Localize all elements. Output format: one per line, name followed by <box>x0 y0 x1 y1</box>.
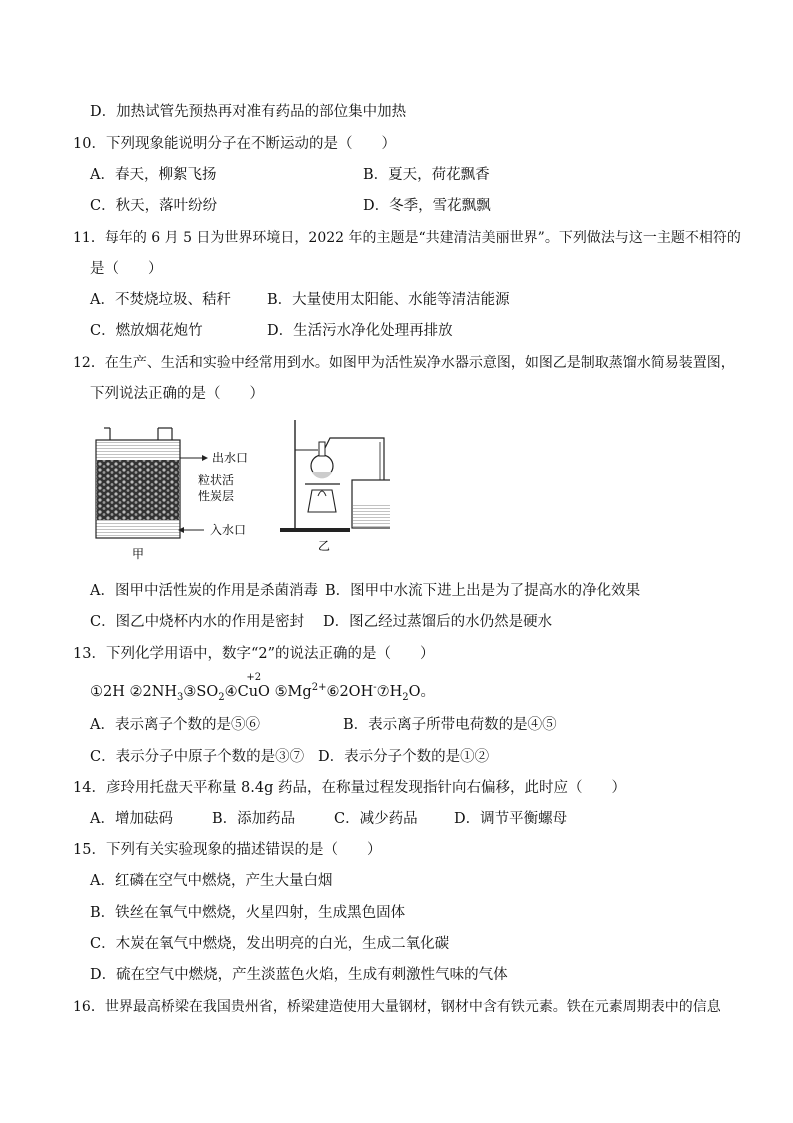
q14-option-d: D．调节平衡螺母 <box>454 811 568 827</box>
q12-option-a: A．图甲中活性炭的作用是杀菌消毒 <box>90 583 318 599</box>
q10-option-b: B．夏天，荷花飘香 <box>363 167 490 183</box>
q14-option-c: C．减少药品 <box>334 811 418 827</box>
question-11-line1: 11．每年的 6 月 5 日为世界环境日，2022 年的主题是“共建清洁美丽世界”。下列做法与这一主题不相符的 <box>73 230 741 246</box>
q10-option-c: C．秋天，落叶纷纷 <box>90 198 218 214</box>
figure-jia-label: 甲 <box>132 547 145 560</box>
q13-option-b: B．表示离子所带电荷数的是④⑤ <box>343 717 557 733</box>
distillation-yi <box>280 420 390 532</box>
q12-option-c: C．图乙中烧杯内水的作用是密封 <box>90 614 305 630</box>
q15-option-b: B．铁丝在氧气中燃烧，火星四射，生成黑色固体 <box>90 905 406 921</box>
q13-option-a: A．表示离子个数的是⑤⑥ <box>90 717 260 733</box>
question-14: 14．彦玲用托盘天平称量 8.4g 药品，在称量过程发现指针向右偏移，此时应（ ） <box>73 780 627 796</box>
q12-option-d: D．图乙经过蒸馏后的水仍然是硬水 <box>323 614 553 630</box>
question-13: 13．下列化学用语中，数字“2”的说法正确的是（ ） <box>73 646 435 662</box>
formula-1: ①2H <box>90 684 125 700</box>
q13-option-c: C．表示分子中原子个数的是③⑦ <box>90 749 305 765</box>
formula-5: $⑤Mg^{2+}$ <box>274 682 327 700</box>
q11-option-a: A．不焚烧垃圾、秸秆 <box>90 292 231 308</box>
q11-option-c: C．燃放烟花炮竹 <box>90 323 203 339</box>
formula-6: ⑥2OH- <box>326 682 377 700</box>
question-11-line2: 是（ ） <box>90 261 163 277</box>
chemical-formulas <box>90 672 436 703</box>
carbon-label-1: 粒状活 <box>198 473 235 487</box>
formula-2: $②2NH_3$ <box>129 684 184 703</box>
q11-option-d: D．生活污水净化处理再排放 <box>267 323 453 339</box>
formula-7: $⑦H_2O$。 <box>376 684 436 703</box>
q15-option-c: C．木炭在氧气中燃烧，发出明亮的白光，生成二氧化碳 <box>90 936 450 952</box>
q11-option-b: B．大量使用太阳能、水能等清洁能源 <box>267 292 510 308</box>
question-12-line2: 下列说法正确的是（ ） <box>90 386 264 402</box>
q14-option-b: B．添加药品 <box>212 811 296 827</box>
inlet-label: 入水口 <box>210 523 247 537</box>
q13-option-d: D．表示分子个数的是①② <box>318 749 490 765</box>
question-12-line1: 12．在生产、生活和实验中经常用到水。如图甲为活性炭净水器示意图，如图乙是制取蒸馏水简易装置图， <box>73 355 735 371</box>
q12-option-b: B．图甲中水流下进上出是为了提高水的净化效果 <box>325 583 641 599</box>
question-10: 10．下列现象能说明分子在不断运动的是（ ） <box>73 136 396 152</box>
carbon-label-2: 性炭层 <box>198 489 235 503</box>
question-15: 15．下列有关实验现象的描述错误的是（ ） <box>73 842 382 858</box>
formula-3: $③SO_2$ <box>183 684 225 703</box>
figure-yi-label: 乙 <box>318 539 331 553</box>
q15-option-d: D．硫在空气中燃烧，产生淡蓝色火焰，生成有刺激性气味的气体 <box>90 967 508 983</box>
question-16: 16．世界最高桥梁在我国贵州省，桥梁建造使用大量钢材，钢材中含有铁元素。铁在元素周期表中的信息 <box>73 999 721 1015</box>
apparatus-figure <box>90 420 390 560</box>
q10-option-a: A．春天，柳絮飞扬 <box>90 167 217 183</box>
q15-option-a: A．红磷在空气中燃烧，产生大量白烟 <box>90 873 333 889</box>
outlet-label: 出水口 <box>212 451 249 465</box>
purifier-jia <box>96 428 208 538</box>
formula-4: ④ +2 CuO <box>224 672 270 700</box>
q10-option-d: D．冬季，雪花飘飘 <box>363 198 491 214</box>
q9-option-d: D．加热试管先预热再对准有药品的部位集中加热 <box>90 104 407 120</box>
q14-option-a: A．增加砝码 <box>90 811 173 827</box>
